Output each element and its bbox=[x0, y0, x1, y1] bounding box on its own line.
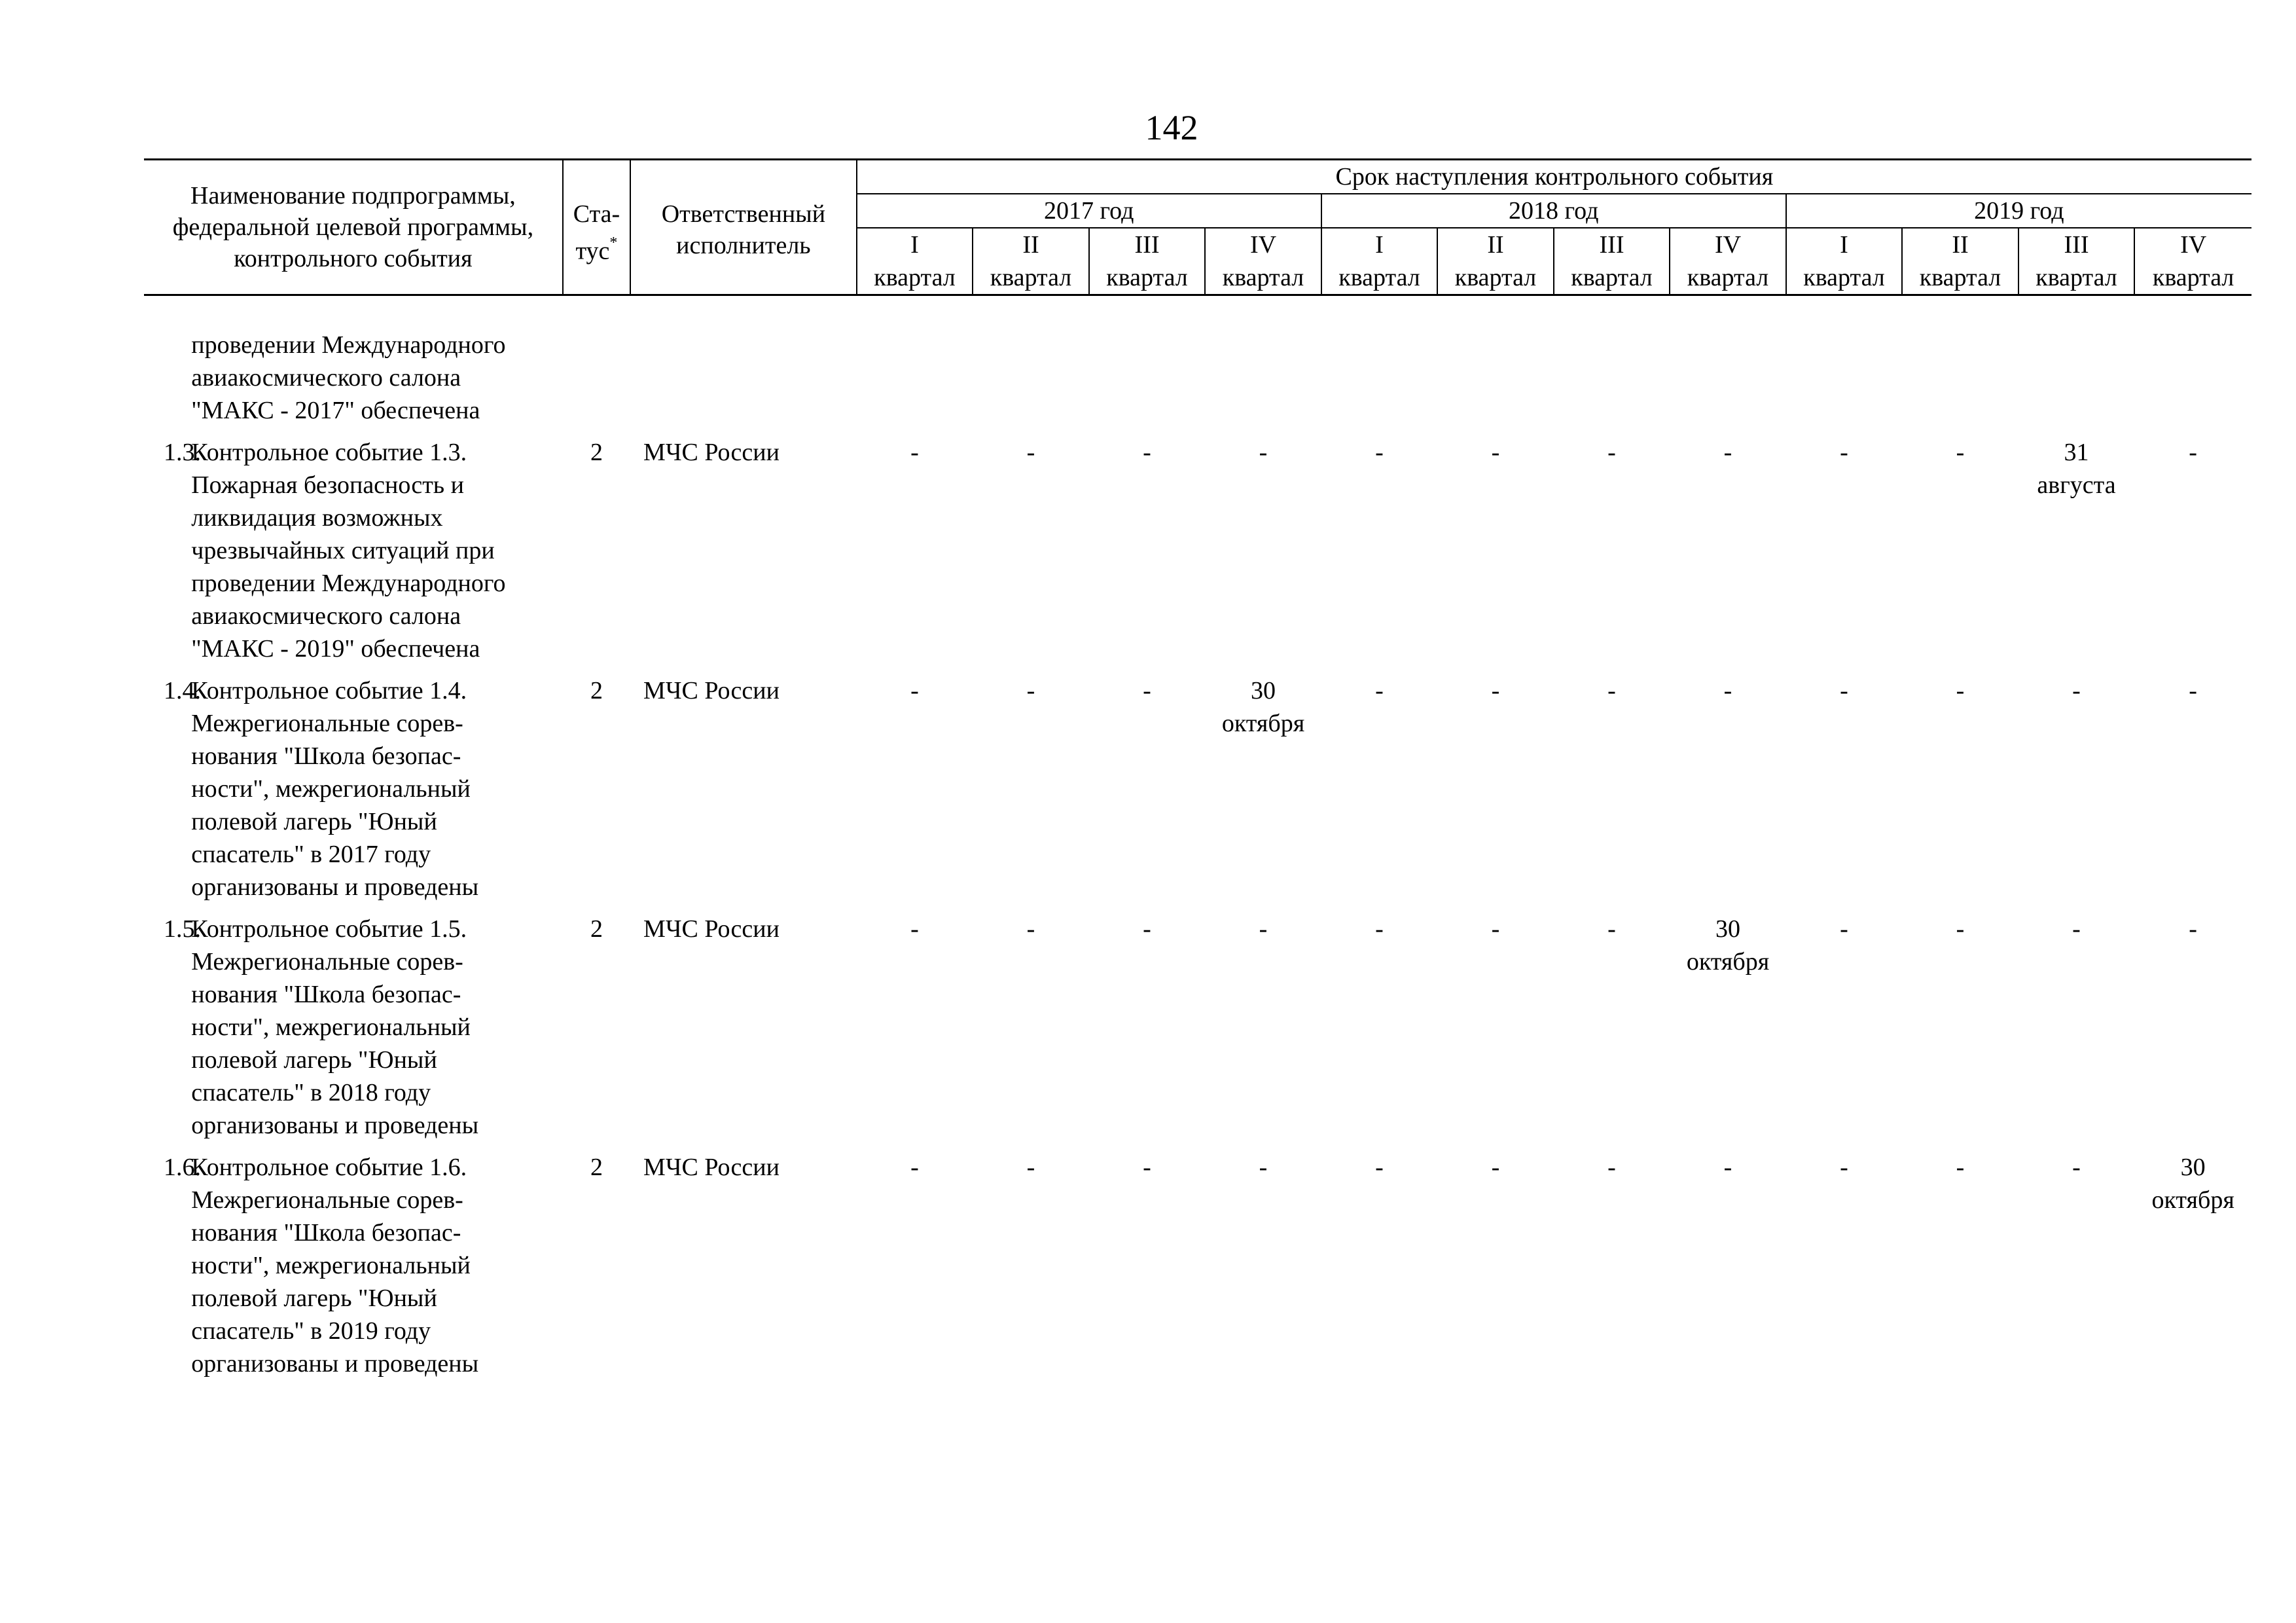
event-status: 2 bbox=[590, 915, 603, 943]
event-number: 1.3. bbox=[164, 439, 201, 466]
quarter-cell: - bbox=[910, 677, 919, 704]
quarter-cell: - bbox=[1840, 915, 1848, 943]
event-responsible: МЧС России bbox=[643, 439, 780, 466]
event-status: 2 bbox=[590, 439, 603, 466]
quarter-cell: - bbox=[910, 439, 919, 466]
quarter-cell: - bbox=[1491, 677, 1500, 704]
quarter-cell: - bbox=[1491, 439, 1500, 466]
quarter-cell: - bbox=[2189, 915, 2197, 943]
header-quarter-word: квартал bbox=[2018, 261, 2135, 295]
quarter-cell: - bbox=[1026, 439, 1035, 466]
quarter-cell: - bbox=[1026, 1154, 1035, 1181]
header-quarter-numeral: II bbox=[973, 228, 1089, 261]
quarter-cell: - bbox=[1143, 1154, 1151, 1181]
quarter-cell: - bbox=[1143, 915, 1151, 943]
quarter-cell: - bbox=[1491, 1154, 1500, 1181]
event-number: 1.6. bbox=[164, 1154, 201, 1181]
quarter-cell: - bbox=[1607, 915, 1616, 943]
quarter-cell: - bbox=[1956, 1154, 1965, 1181]
header-year-2017: 2017 год bbox=[857, 194, 1321, 228]
event-description: Контрольное событие 1.4. Межрегиональные сорев- нования "Школа безопас- ности", межрегиональный полевой лагерь "Юный спасатель" в 2017 году организованы и проведены bbox=[191, 677, 479, 901]
quarter-cell: - bbox=[1723, 1154, 1732, 1181]
header-quarter-word: квартал bbox=[857, 261, 973, 295]
event-status: 2 bbox=[590, 677, 603, 704]
header-quarter-numeral: II bbox=[1902, 228, 2018, 261]
quarter-cell: - bbox=[2072, 915, 2081, 943]
header-responsible: Ответственный исполнитель bbox=[630, 160, 857, 295]
quarter-cell: - bbox=[1375, 915, 1384, 943]
quarter-cell: - bbox=[1491, 915, 1500, 943]
quarter-cell: - bbox=[1607, 439, 1616, 466]
header-status-line1: Ста- bbox=[573, 200, 620, 228]
header-status-line2: тус bbox=[575, 237, 610, 265]
event-number: 1.4. bbox=[164, 677, 201, 704]
quarter-cell: - bbox=[910, 915, 919, 943]
quarter-cell: - bbox=[1723, 677, 1732, 704]
quarter-cell: - bbox=[1840, 439, 1848, 466]
header-quarter-numeral: I bbox=[857, 228, 973, 261]
quarter-cell: - bbox=[1026, 915, 1035, 943]
quarter-cell: - bbox=[1956, 915, 1965, 943]
header-quarter-numeral: II bbox=[1437, 228, 1554, 261]
header-quarter-word: квартал bbox=[1437, 261, 1554, 295]
table-header bbox=[144, 160, 2251, 295]
quarter-cell: - bbox=[1840, 1154, 1848, 1181]
quarter-cell: - bbox=[1840, 677, 1848, 704]
table-body bbox=[144, 295, 2251, 1381]
quarter-cell: - bbox=[1259, 915, 1268, 943]
quarter-cell: - bbox=[1607, 677, 1616, 704]
quarter-cell: - bbox=[2072, 1154, 2081, 1181]
header-quarter-numeral: I bbox=[1321, 228, 1438, 261]
quarter-cell: - bbox=[1375, 677, 1384, 704]
header-status-mark: * bbox=[609, 234, 618, 251]
header-quarter-numeral: III bbox=[1089, 228, 1206, 261]
control-events-table bbox=[144, 158, 2251, 1380]
quarter-cell: - bbox=[1259, 439, 1268, 466]
header-year-2018: 2018 год bbox=[1321, 194, 1786, 228]
continuation-text: проведении Международного авиакосмического салона "МАКС - 2017" обеспечена bbox=[191, 331, 506, 424]
event-status: 2 bbox=[590, 1154, 603, 1181]
header-deadline-title: Срок наступления контрольного события bbox=[857, 160, 2251, 194]
header-quarter-numeral: III bbox=[2018, 228, 2135, 261]
header-name: Наименование подпрограммы, федеральной целевой программы, контрольного события bbox=[144, 160, 563, 295]
table-row-continuation bbox=[144, 295, 2251, 428]
quarter-cell: - bbox=[1375, 439, 1384, 466]
event-description: Контрольное событие 1.5. Межрегиональные сорев- нования "Школа безопас- ности", межрегиональный полевой лагерь "Юный спасатель" в 2018 году организованы и проведены bbox=[191, 915, 479, 1139]
table-row bbox=[144, 903, 2251, 1142]
header-quarter-word: квартал bbox=[1902, 261, 2018, 295]
quarter-cell: - bbox=[2189, 677, 2197, 704]
quarter-cell: - bbox=[1956, 677, 1965, 704]
quarter-cell: - bbox=[1723, 439, 1732, 466]
page-number: 142 bbox=[1145, 108, 1198, 147]
header-quarter-word: квартал bbox=[1089, 261, 1206, 295]
header-quarter-word: квартал bbox=[2134, 261, 2251, 295]
quarter-cell: - bbox=[1607, 1154, 1616, 1181]
header-quarter-word: квартал bbox=[1321, 261, 1438, 295]
table-row bbox=[144, 427, 2251, 665]
table-row bbox=[144, 665, 2251, 903]
event-responsible: МЧС России bbox=[643, 1154, 780, 1181]
header-quarter-word: квартал bbox=[1554, 261, 1670, 295]
header-quarter-numeral: IV bbox=[1670, 228, 1786, 261]
quarter-cell: 30 октября bbox=[2151, 1154, 2234, 1214]
quarter-cell: 31 августа bbox=[2037, 439, 2116, 499]
header-quarter-word: квартал bbox=[1205, 261, 1321, 295]
header-quarter-numeral: IV bbox=[1205, 228, 1321, 261]
quarter-cell: - bbox=[2189, 439, 2197, 466]
header-quarter-word: квартал bbox=[973, 261, 1089, 295]
event-responsible: МЧС России bbox=[643, 677, 780, 704]
header-quarter-numeral: I bbox=[1786, 228, 1903, 261]
header-quarter-numeral: IV bbox=[2134, 228, 2251, 261]
header-quarter-numeral: III bbox=[1554, 228, 1670, 261]
event-number: 1.5. bbox=[164, 915, 201, 943]
table-row bbox=[144, 1142, 2251, 1380]
quarter-cell: - bbox=[2072, 677, 2081, 704]
quarter-cell: 30 октября bbox=[1686, 915, 1770, 976]
header-quarter-word: квартал bbox=[1670, 261, 1786, 295]
quarter-cell: 30 октября bbox=[1221, 677, 1305, 737]
quarter-cell: - bbox=[910, 1154, 919, 1181]
header-quarter-word: квартал bbox=[1786, 261, 1903, 295]
quarter-cell: - bbox=[1375, 1154, 1384, 1181]
quarter-cell: - bbox=[1259, 1154, 1268, 1181]
header-status bbox=[563, 160, 630, 295]
event-description: Контрольное событие 1.3. Пожарная безопасность и ликвидация возможных чрезвычайных ситуаций при проведении Международного авиакосмического салона "МАКС - 2019" обеспечена bbox=[191, 439, 506, 663]
header-year-2019: 2019 год bbox=[1786, 194, 2251, 228]
event-responsible: МЧС России bbox=[643, 915, 780, 943]
event-description: Контрольное событие 1.6. Межрегиональные сорев- нования "Школа безопас- ности", межрегиональный полевой лагерь "Юный спасатель" в 2019 году организованы и проведены bbox=[191, 1154, 479, 1377]
quarter-cell: - bbox=[1026, 677, 1035, 704]
quarter-cell: - bbox=[1143, 439, 1151, 466]
quarter-cell: - bbox=[1956, 439, 1965, 466]
quarter-cell: - bbox=[1143, 677, 1151, 704]
